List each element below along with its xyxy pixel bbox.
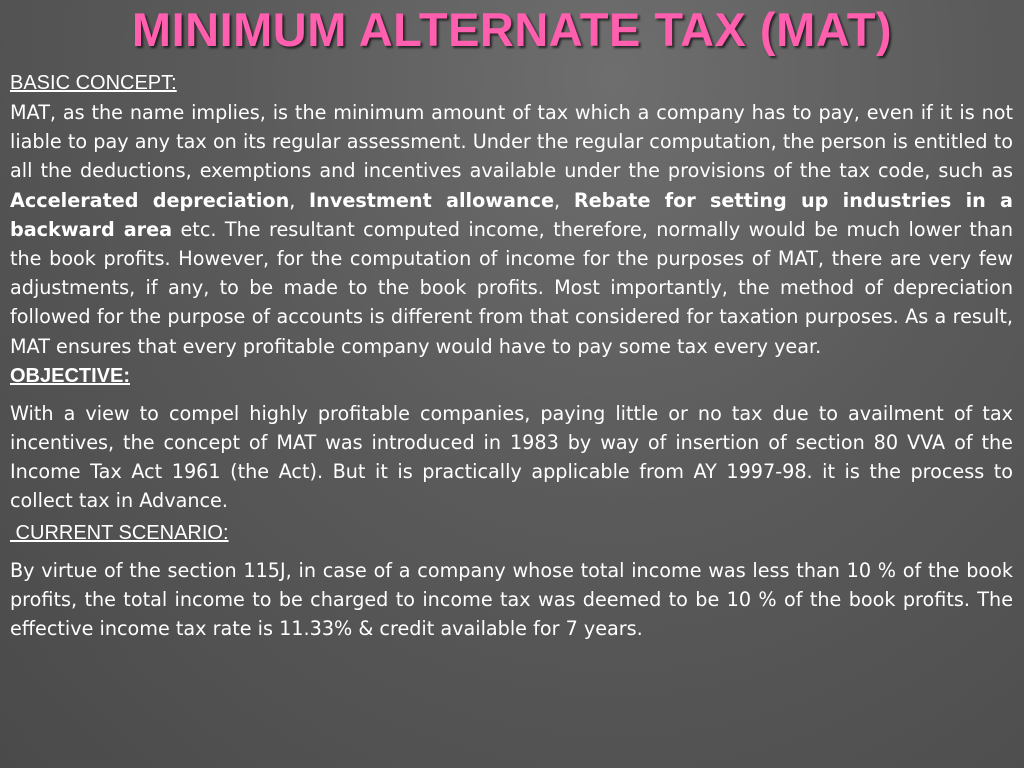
basic-concept-heading: BASIC CONCEPT:	[10, 72, 177, 94]
investment-allowance-term: Investment allowance	[309, 188, 555, 212]
objective-paragraph: With a view to compel highly profitable companies, paying little or no tax due to availment of tax incentives, the concept of MAT was introduced in 1983 by way of insertion of section 80 VVA of the Income Tax Act 1961 (the Act). But it is practically applicable from AY 1997-98. it is the process to collect tax in Advance.	[10, 401, 1013, 513]
separator-2: ,	[554, 188, 574, 212]
basic-concept-paragraph	[10, 98, 1013, 361]
slide-content	[10, 64, 1013, 643]
basic-concept-text-2: etc. The resultant computed income, therefore, normally would be much lower than the book profits. However, for the computation of income for the purposes of MAT, there are very few adjustments, if any, to be made to the book profits. Most importantly, the method of depreciation followed for the purpose of accounts is different from that considered for taxation purposes. As a result, MAT ensures that every profitable company would have to pay some tax every year.	[10, 217, 1013, 358]
separator-1: ,	[289, 188, 310, 212]
basic-concept-text-1: MAT, as the name implies, is the minimum amount of tax which a company has to pay, even if it is not liable to pay any tax on its regular assessment. Under the regular computation, the person is entitled to all the deductions, exemptions and incentives available under the provisions of the tax code, such as	[10, 101, 1013, 183]
slide-title: MINIMUM ALTERNATE TAX (MAT)	[131, 3, 893, 56]
current-scenario-heading: CURRENT SCENARIO:	[10, 521, 229, 544]
current-scenario-paragraph: By virtue of the section 115J, in case of a company whose total income was less than 10 % of the book profits, the total income to be charged to income tax was deemed to be 10 % of the book profits. The effective income tax rate is 11.33% & credit available for 7 years.	[10, 558, 1013, 641]
objective-heading: OBJECTIVE:	[10, 364, 131, 387]
accelerated-depreciation-term: Accelerated depreciation	[10, 188, 290, 212]
rebate-backward-area-term: Rebate for setting up industries in a backward area	[10, 188, 1013, 241]
